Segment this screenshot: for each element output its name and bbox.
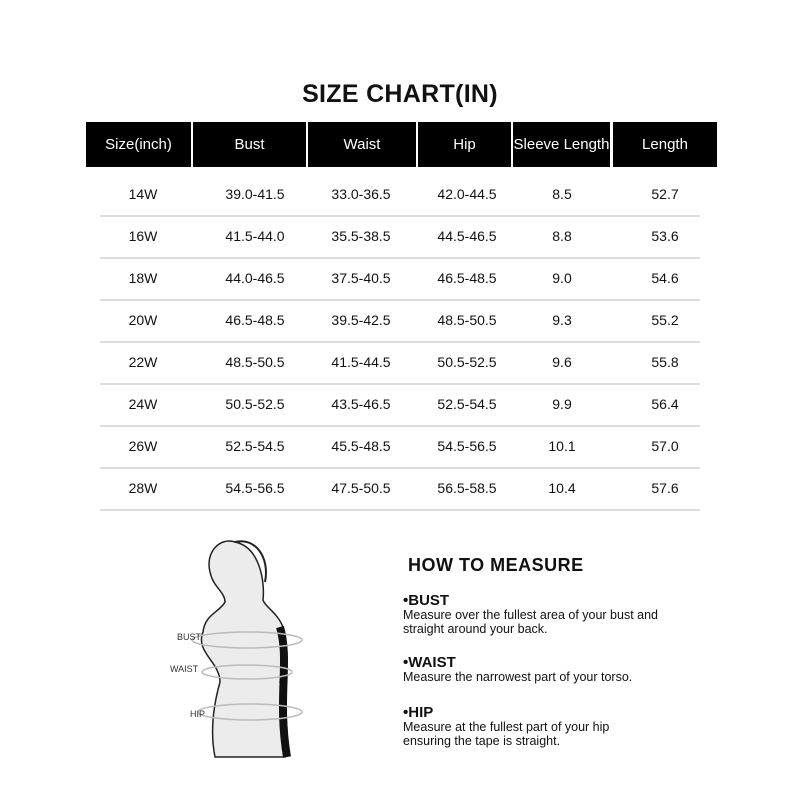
table-cell: 10.4 <box>548 480 576 496</box>
column-header: Sleeve Length <box>513 122 610 167</box>
table-cell: 53.6 <box>651 228 679 244</box>
table-cell: 55.2 <box>651 312 679 328</box>
column-header: Waist <box>308 122 416 167</box>
table-cell: 54.5-56.5 <box>225 480 285 496</box>
table-row <box>100 299 700 343</box>
table-cell: 20W <box>128 312 158 328</box>
column-header: Size(inch) <box>86 122 191 167</box>
table-cell: 48.5-50.5 <box>437 312 497 328</box>
measure-waist: •WAIST Measure the narrowest part of your torso. <box>403 654 633 684</box>
table-row <box>100 383 700 427</box>
table-cell: 57.0 <box>651 438 679 454</box>
table-cell: 56.4 <box>651 396 679 412</box>
column-header: Length <box>613 122 717 167</box>
table-cell: 52.5-54.5 <box>437 396 497 412</box>
table-cell: 22W <box>128 354 158 370</box>
table-cell: 43.5-46.5 <box>331 396 391 412</box>
table-cell: 8.5 <box>552 186 572 202</box>
table-cell: 26W <box>128 438 158 454</box>
table-cell: 18W <box>128 270 158 286</box>
table-cell: 56.5-58.5 <box>437 480 497 496</box>
table-cell: 44.5-46.5 <box>437 228 497 244</box>
table-cell: 44.0-46.5 <box>225 270 285 286</box>
table-row <box>100 173 700 217</box>
table-cell: 47.5-50.5 <box>331 480 391 496</box>
measure-hip: •HIP Measure at the fullest part of your hip ensuring the tape is straight. <box>403 704 610 748</box>
table-cell: 57.6 <box>651 480 679 496</box>
table-cell: 14W <box>128 186 158 202</box>
table-cell: 45.5-48.5 <box>331 438 391 454</box>
waist-label: WAIST <box>170 664 199 674</box>
table-cell: 16W <box>128 228 158 244</box>
table-cell: 9.6 <box>552 354 572 370</box>
table-row <box>100 425 700 469</box>
table-cell: 52.7 <box>651 186 679 202</box>
table-cell: 55.8 <box>651 354 679 370</box>
table-cell: 41.5-44.0 <box>225 228 285 244</box>
table-cell: 9.9 <box>552 396 572 412</box>
table-cell: 42.0-44.5 <box>437 186 497 202</box>
table-cell: 28W <box>128 480 158 496</box>
table-cell: 39.5-42.5 <box>331 312 391 328</box>
table-cell: 41.5-44.5 <box>331 354 391 370</box>
table-cell: 39.0-41.5 <box>225 186 285 202</box>
hip-label: HIP <box>190 709 206 719</box>
table-cell: 46.5-48.5 <box>437 270 497 286</box>
column-header: Bust <box>193 122 306 167</box>
table-cell: 48.5-50.5 <box>225 354 285 370</box>
table-cell: 33.0-36.5 <box>331 186 391 202</box>
bust-label: BUST <box>177 632 202 642</box>
table-cell: 9.3 <box>552 312 572 328</box>
column-header: Hip <box>418 122 511 167</box>
table-row <box>100 341 700 385</box>
table-cell: 35.5-38.5 <box>331 228 391 244</box>
table-cell: 10.1 <box>548 438 576 454</box>
table-row <box>100 467 700 511</box>
measure-bust: •BUST Measure over the fullest area of your bust and straight around your back. <box>403 592 659 636</box>
table-row <box>100 215 700 259</box>
table-row <box>100 257 700 301</box>
table-cell: 54.6 <box>651 270 679 286</box>
table-cell: 8.8 <box>552 228 572 244</box>
table-cell: 50.5-52.5 <box>437 354 497 370</box>
chart-title: SIZE CHART(IN) <box>302 80 498 108</box>
table-cell: 52.5-54.5 <box>225 438 285 454</box>
table-cell: 54.5-56.5 <box>437 438 497 454</box>
table-cell: 46.5-48.5 <box>225 312 285 328</box>
table-cell: 24W <box>128 396 158 412</box>
table-cell: 50.5-52.5 <box>225 396 285 412</box>
body-figure-illustration <box>165 532 325 772</box>
table-cell: 37.5-40.5 <box>331 270 391 286</box>
how-to-measure-title: HOW TO MEASURE <box>408 555 584 575</box>
table-cell: 9.0 <box>552 270 572 286</box>
